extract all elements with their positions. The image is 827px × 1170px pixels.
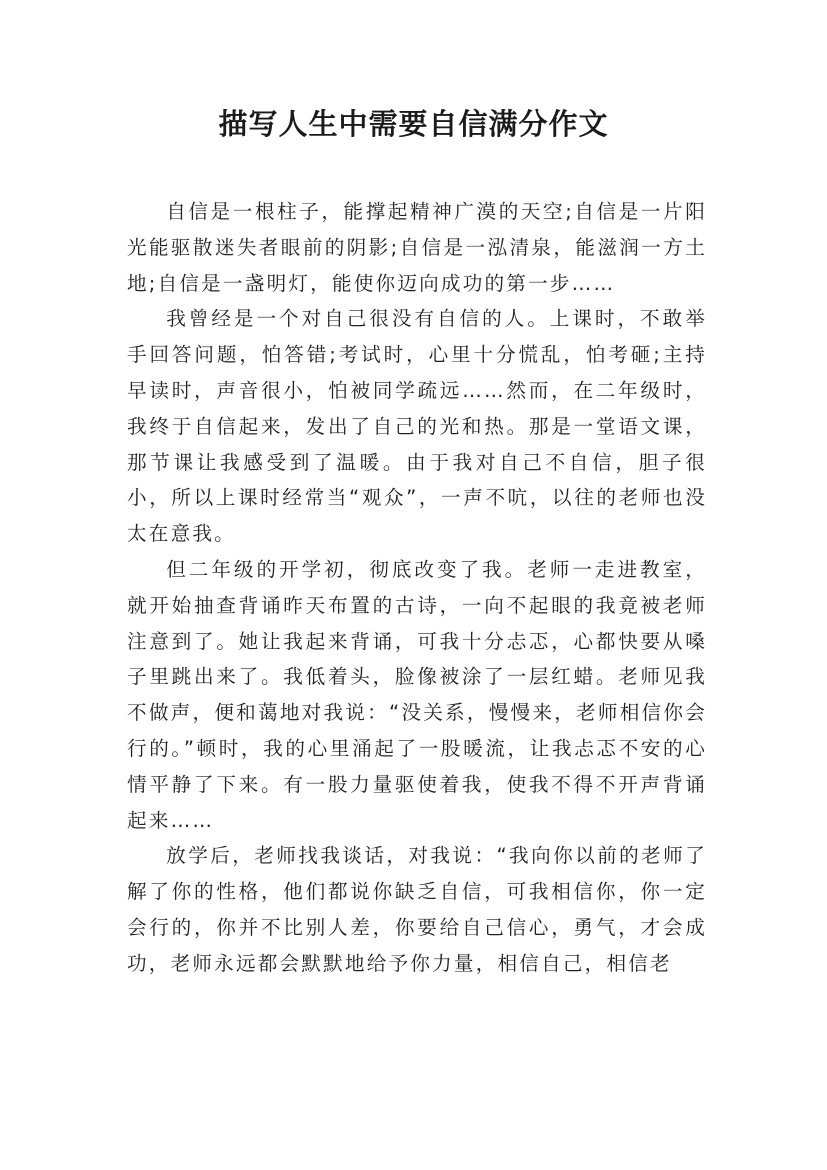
paragraph-2: 我曾经是一个对自己很没有自信的人。上课时，不敢举手回答问题，怕答错;考试时，心里十分慌乱，怕考砸;主持早读时，声音很小，怕被同学疏远……然而，在二年级时，我终于自信起来，发出了自己的光和热。那是一堂语文课，那节课让我感受到了温暖。由于我对自己不自信，胆子很小，所以上课时经常当“观众”，一声不吭，以往的老师也没太在意我。 [127, 307, 707, 546]
document-body [127, 194, 707, 982]
document-title: 描写人生中需要自信满分作文 [218, 107, 609, 141]
paragraph-4: 放学后，老师找我谈话，对我说：“我向你以前的老师了解了你的性格，他们都说你缺乏自信，可我相信你，你一定会行的，你并不比别人差，你要给自己信心，勇气，才会成功，老师永远都会默默地给予你力量，相信自己，相信老 [127, 844, 707, 975]
paragraph-3: 但二年级的开学初，彻底改变了我。老师一走进教室，就开始抽查背诵昨天布置的古诗，一向不起眼的我竟被老师注意到了。她让我起来背诵，可我十分忐忑，心都快要从嗓子里跳出来了。我低着头，脸像被涂了一层红蜡。老师见我不做声，便和蔼地对我说：“没关系，慢慢来，老师相信你会行的。”顿时，我的心里涌起了一股暖流，让我忐忑不安的心情平静了下来。有一股力量驱使着我，使我不得不开声背诵起来…… [127, 557, 707, 832]
paragraph-1: 自信是一根柱子，能撑起精神广漠的天空;自信是一片阳光能驱散迷失者眼前的阴影;自信是一泓清泉，能滋润一方土地;自信是一盏明灯，能使你迈向成功的第一步…… [127, 200, 707, 295]
